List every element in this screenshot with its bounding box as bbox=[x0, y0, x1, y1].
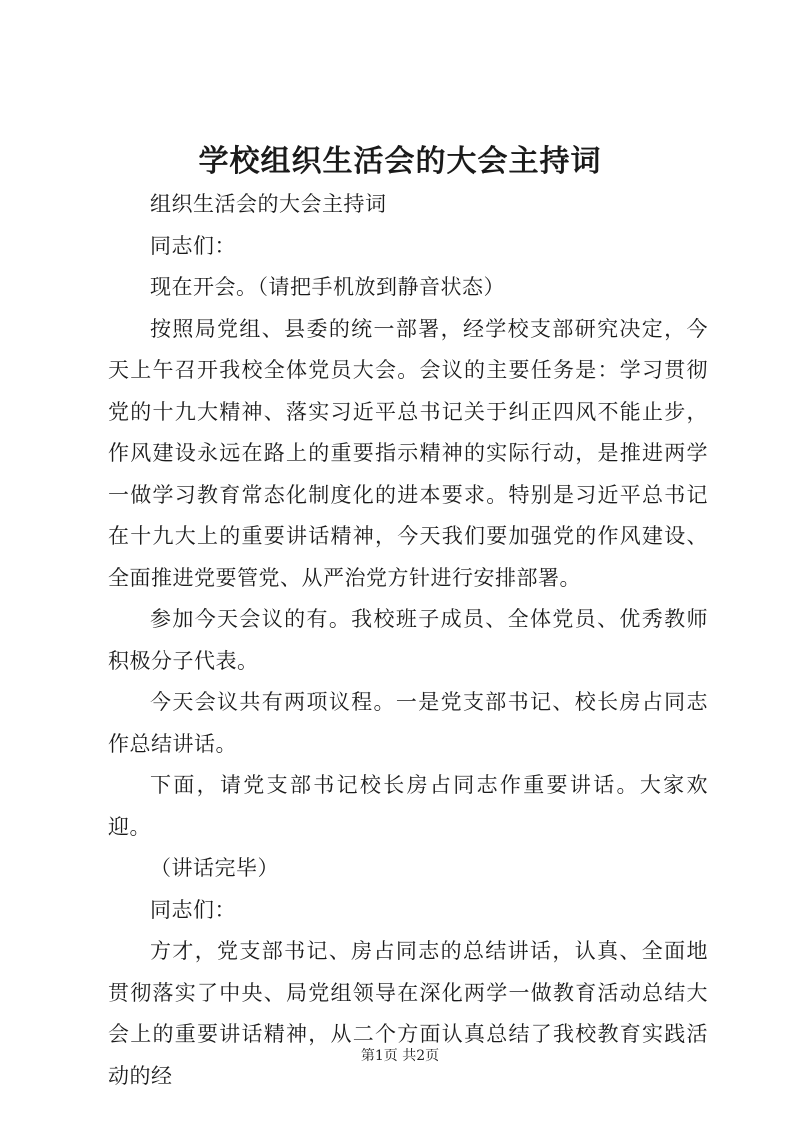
paragraph-summary: 方才，党支部书记、房占同志的总结讲话，认真、全面地贯彻落实了中央、局党组领导在深化两学一做教育活动总结大会上的重要讲话精神，从二个方面认真总结了我校教育实践活动的经 bbox=[108, 939, 708, 1088]
paragraph-attendees: 参加今天会议的有。我校班子成员、全体党员、优秀教师积极分子代表。 bbox=[108, 607, 708, 673]
page-number-footer: 第1页 共2页 bbox=[360, 1048, 440, 1064]
paragraph-agenda: 今天会议共有两项议程。一是党支部书记、校长房占同志作总结讲话。 bbox=[108, 690, 708, 756]
paragraph-heading: 组织生活会的大会主持词 bbox=[150, 192, 387, 216]
document-body bbox=[108, 184, 708, 1097]
document-title: 学校组织生活会的大会主持词 bbox=[198, 144, 602, 179]
paragraph-purpose: 按照局党组、县委的统一部署，经学校支部研究决定，今天上午召开我校全体党员大会。会议的主要任务是：学习贯彻党的十九大精神、落实习近平总书记关于纠正四风不能止步，作风建设永远在路上的重要指示精神的实际行动，是推进两学一做学习教育常态化制度化的进本要求。特别是习近平总书记在十九大上的重要讲话精神，今天我们要加强党的作风建设、全面推进党要管党、从严治党方针进行安排部署。 bbox=[108, 316, 708, 590]
paragraph-speech-end: （讲话完毕） bbox=[150, 856, 279, 880]
paragraph-invite-speech: 下面，请党支部书记校长房占同志作重要讲话。大家欢迎。 bbox=[108, 773, 708, 839]
paragraph-salutation-2: 同志们： bbox=[150, 897, 236, 922]
paragraph-opening: 现在开会。（请把手机放到静音状态） bbox=[150, 275, 505, 299]
paragraph-salutation: 同志们： bbox=[150, 233, 236, 258]
